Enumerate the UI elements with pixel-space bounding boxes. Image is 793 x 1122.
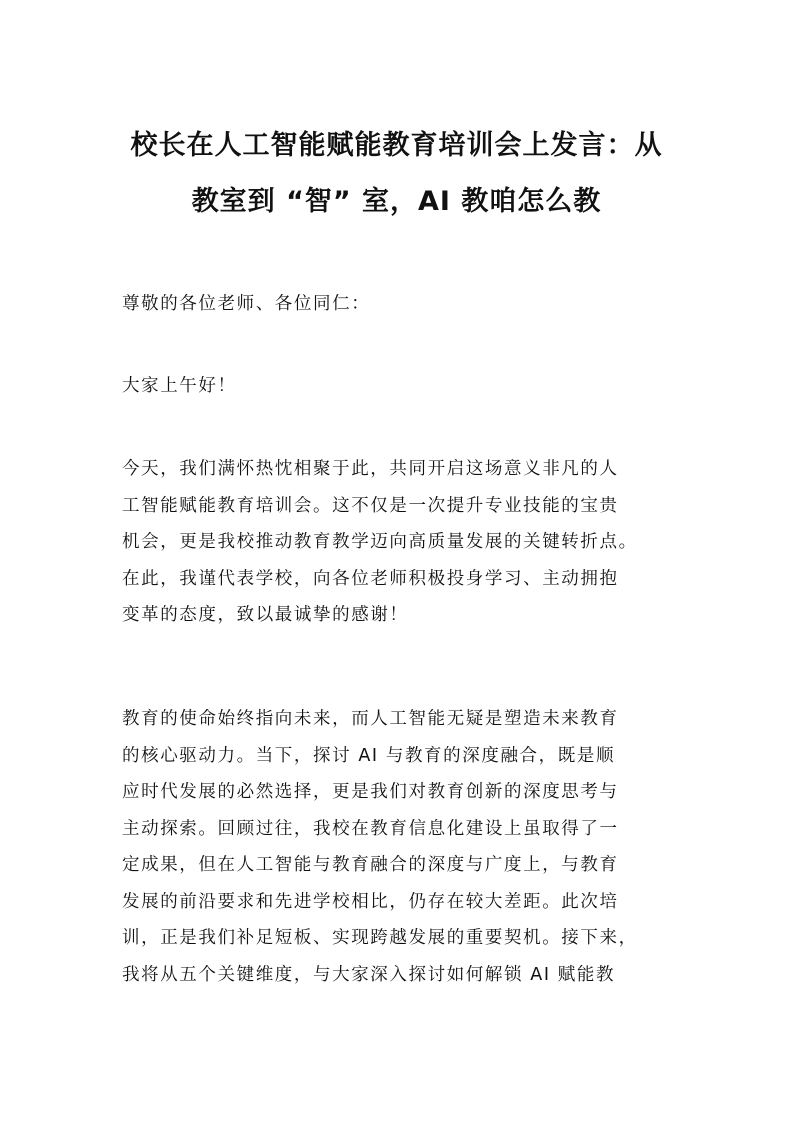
paragraph-line: 教育的使命始终指向未来，而人工智能无疑是塑造未来教育 [122, 709, 619, 729]
paragraph-line: 主动探索。回顾过往，我校在教育信息化建设上虽取得了一 [122, 818, 619, 839]
paragraph-line: 训，正是我们补足短板、实现跨越发展的重要契机。接下来， [122, 928, 638, 948]
paragraph-line: 我将从五个关键维度，与大家深入探讨如何解锁 AI 赋能教 [122, 964, 616, 985]
paragraph-line: 的核心驱动力。当下，探讨 AI 与教育的深度融合，既是顺 [122, 745, 616, 766]
paragraph-2 [122, 701, 682, 993]
title-line-1: 校长在人工智能赋能教育培训会上发言：从 [130, 130, 663, 161]
greeting: 大家上午好！ [122, 376, 237, 396]
paragraph-line: 发展的前沿要求和先进学校相比，仍存在较大差距。此次培 [122, 891, 619, 912]
paragraph-line: 定成果，但在人工智能与教育融合的深度与广度上，与教育 [122, 855, 619, 875]
title-line-2: 教室到 “智” 室，AI 教咱怎么教 [191, 186, 602, 217]
paragraph-line: 机会，更是我校推动教育教学迈向高质量发展的关键转折点。 [122, 532, 638, 552]
salutation: 尊敬的各位老师、各位同仁： [122, 294, 371, 314]
paragraph-line: 应时代发展的必然选择，更是我们对教育创新的深度思考与 [122, 782, 619, 802]
paragraph-1 [122, 451, 682, 634]
paragraph-line: 今天，我们满怀热忱相聚于此，共同开启这场意义非凡的人 [122, 459, 619, 479]
paragraph-line: 工智能赋能教育培训会。这不仅是一次提升专业技能的宝贵 [122, 495, 619, 516]
document-title [80, 118, 713, 230]
paragraph-line: 在此，我谨代表学校，向各位老师积极投身学习、主动拥抱 [122, 568, 619, 589]
paragraph-line: 变革的态度，致以最诚挚的感谢！ [122, 605, 409, 625]
